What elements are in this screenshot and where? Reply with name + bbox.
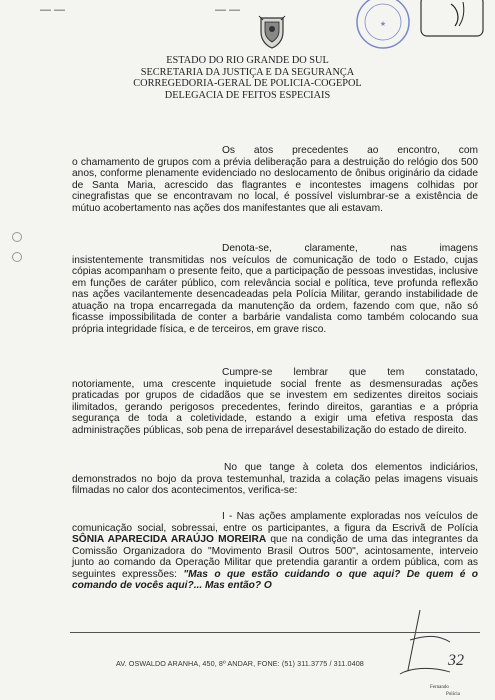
paragraph-2-text: insistentemente transmitidas nos veículos de comunicação de todo o Estado, cujas cópias acompanham o presente feito, que a participação de pessoas investidas, inclusive em funções de caráter público, com relevância social e política, teve profunda reflexão nas ações vacilantemente desencadeadas pela Polícia Militar, gerando instabilidade de atuação na tropa encarregada da manutenção da ordem, fazendo com que, não só ficasse impossibilitada de conter a barbárie vandalista como também colocando sua própria integridade física, e de terceiros, em grave risco. — [72, 254, 478, 335]
punch-hole — [12, 252, 22, 262]
header-corregedoria: CORREGEDORIA-GERAL DE POLICIA-COGEPOL — [133, 78, 362, 90]
paragraph-4 — [72, 462, 478, 497]
paragraph-5-quote: "Mas o que estão cuidando o que aqui? De quem é o comando de vocês aqui?... Mas então? O — [72, 568, 478, 591]
paragraph-3-text: notoriamente, uma crescente inquietude social frente as desmensuradas ações praticadas por grupos de cidadãos que se investem em sedizentes direitos sociais ilimitados, gerando perigosos precedentes, ferindo direitos, garantias e a própria segurança de toda a coletividade, estando a exigir uma efetiva resposta das administrações públicas, sob pena de irreparável desestabilização do estado de direito. — [72, 378, 478, 436]
protocol-stamp-icon — [345, 0, 495, 55]
footer-divider — [70, 632, 480, 633]
header-delegacia: DELEGACIA DE FEITOS ESPECIAIS — [164, 89, 331, 101]
paragraph-1-lead: Os atos precedentes ao encontro, com o — [72, 145, 478, 168]
svg-text:★: ★ — [379, 21, 387, 28]
paragraph-4-lead: No que tange à coleta dos elementos indiciários, — [224, 462, 478, 473]
page-number: 32 — [448, 652, 464, 669]
paragraph-3 — [72, 367, 478, 436]
svg-text:Polícia: Polícia — [446, 692, 460, 697]
top-mark-left: — — — [40, 4, 66, 16]
state-coat-of-arms-icon — [257, 14, 287, 50]
punch-hole — [12, 232, 22, 242]
document-header — [0, 55, 495, 101]
header-secretariat: SECRETARIA DA JUSTIÇA E DA SEGURANÇA — [140, 66, 355, 78]
paragraph-2 — [72, 243, 478, 335]
paragraph-3-lead: Cumpre-se lembrar que tem constatado, — [222, 367, 478, 378]
paragraph-5-person-name: SÔNIA APARECIDA ARAÚJO MOREIRA — [72, 534, 267, 545]
svg-text:Fernando: Fernando — [430, 685, 449, 690]
signature-icon — [340, 600, 480, 700]
top-mark-mid: — — — [215, 4, 241, 16]
paragraph-1-text: chamamento de grupos com a prévia deliberação para a destruição do relógio dos 500 anos, conforme plenamente evidenciado no deslocamento de ônibus originário da cidade de Santa Maria, acrescido das flagrantes e incontestes imagens colhidas por cinegrafistas que se encontravam no local, é possível vislumbrar-se a existência de mútuo acobertamento nas ações dos manifestantes que ali estavam. — [72, 156, 478, 214]
paragraph-5 — [72, 511, 478, 592]
paragraph-5-lead: I - Nas ações amplamente exploradas nos veículos — [222, 511, 463, 522]
paragraph-2-lead: Denota-se, claramente, nas imagens — [222, 243, 478, 254]
paragraph-1 — [72, 145, 478, 214]
paragraph-4-text: demonstrados no bojo da prova testemunhal, trazida a colação pelas imagens visuais filmadas no calor dos acontecimentos, verifica-se: — [72, 473, 478, 496]
footer-address: AV. OSWALDO ARANHA, 450, 8º ANDAR, FONE: (51) 311.3775 / 311.0408 — [116, 659, 364, 668]
paragraph-5-text-b: que na condição de uma das integrantes da Comissão Organizadora do "Movimento Brasil Outros 500", acintosamente, interveio junto ao comando da Operação Militar que pretendia garantir a ordem pública, com as seguintes expressões: — [72, 534, 478, 580]
paragraph-5-text-a: de comunicação social, sobressai, entre os participantes, a figura da Escrivã de Polícia — [72, 511, 478, 534]
header-state: ESTADO DO RIO GRANDE DO SUL — [166, 55, 329, 66]
